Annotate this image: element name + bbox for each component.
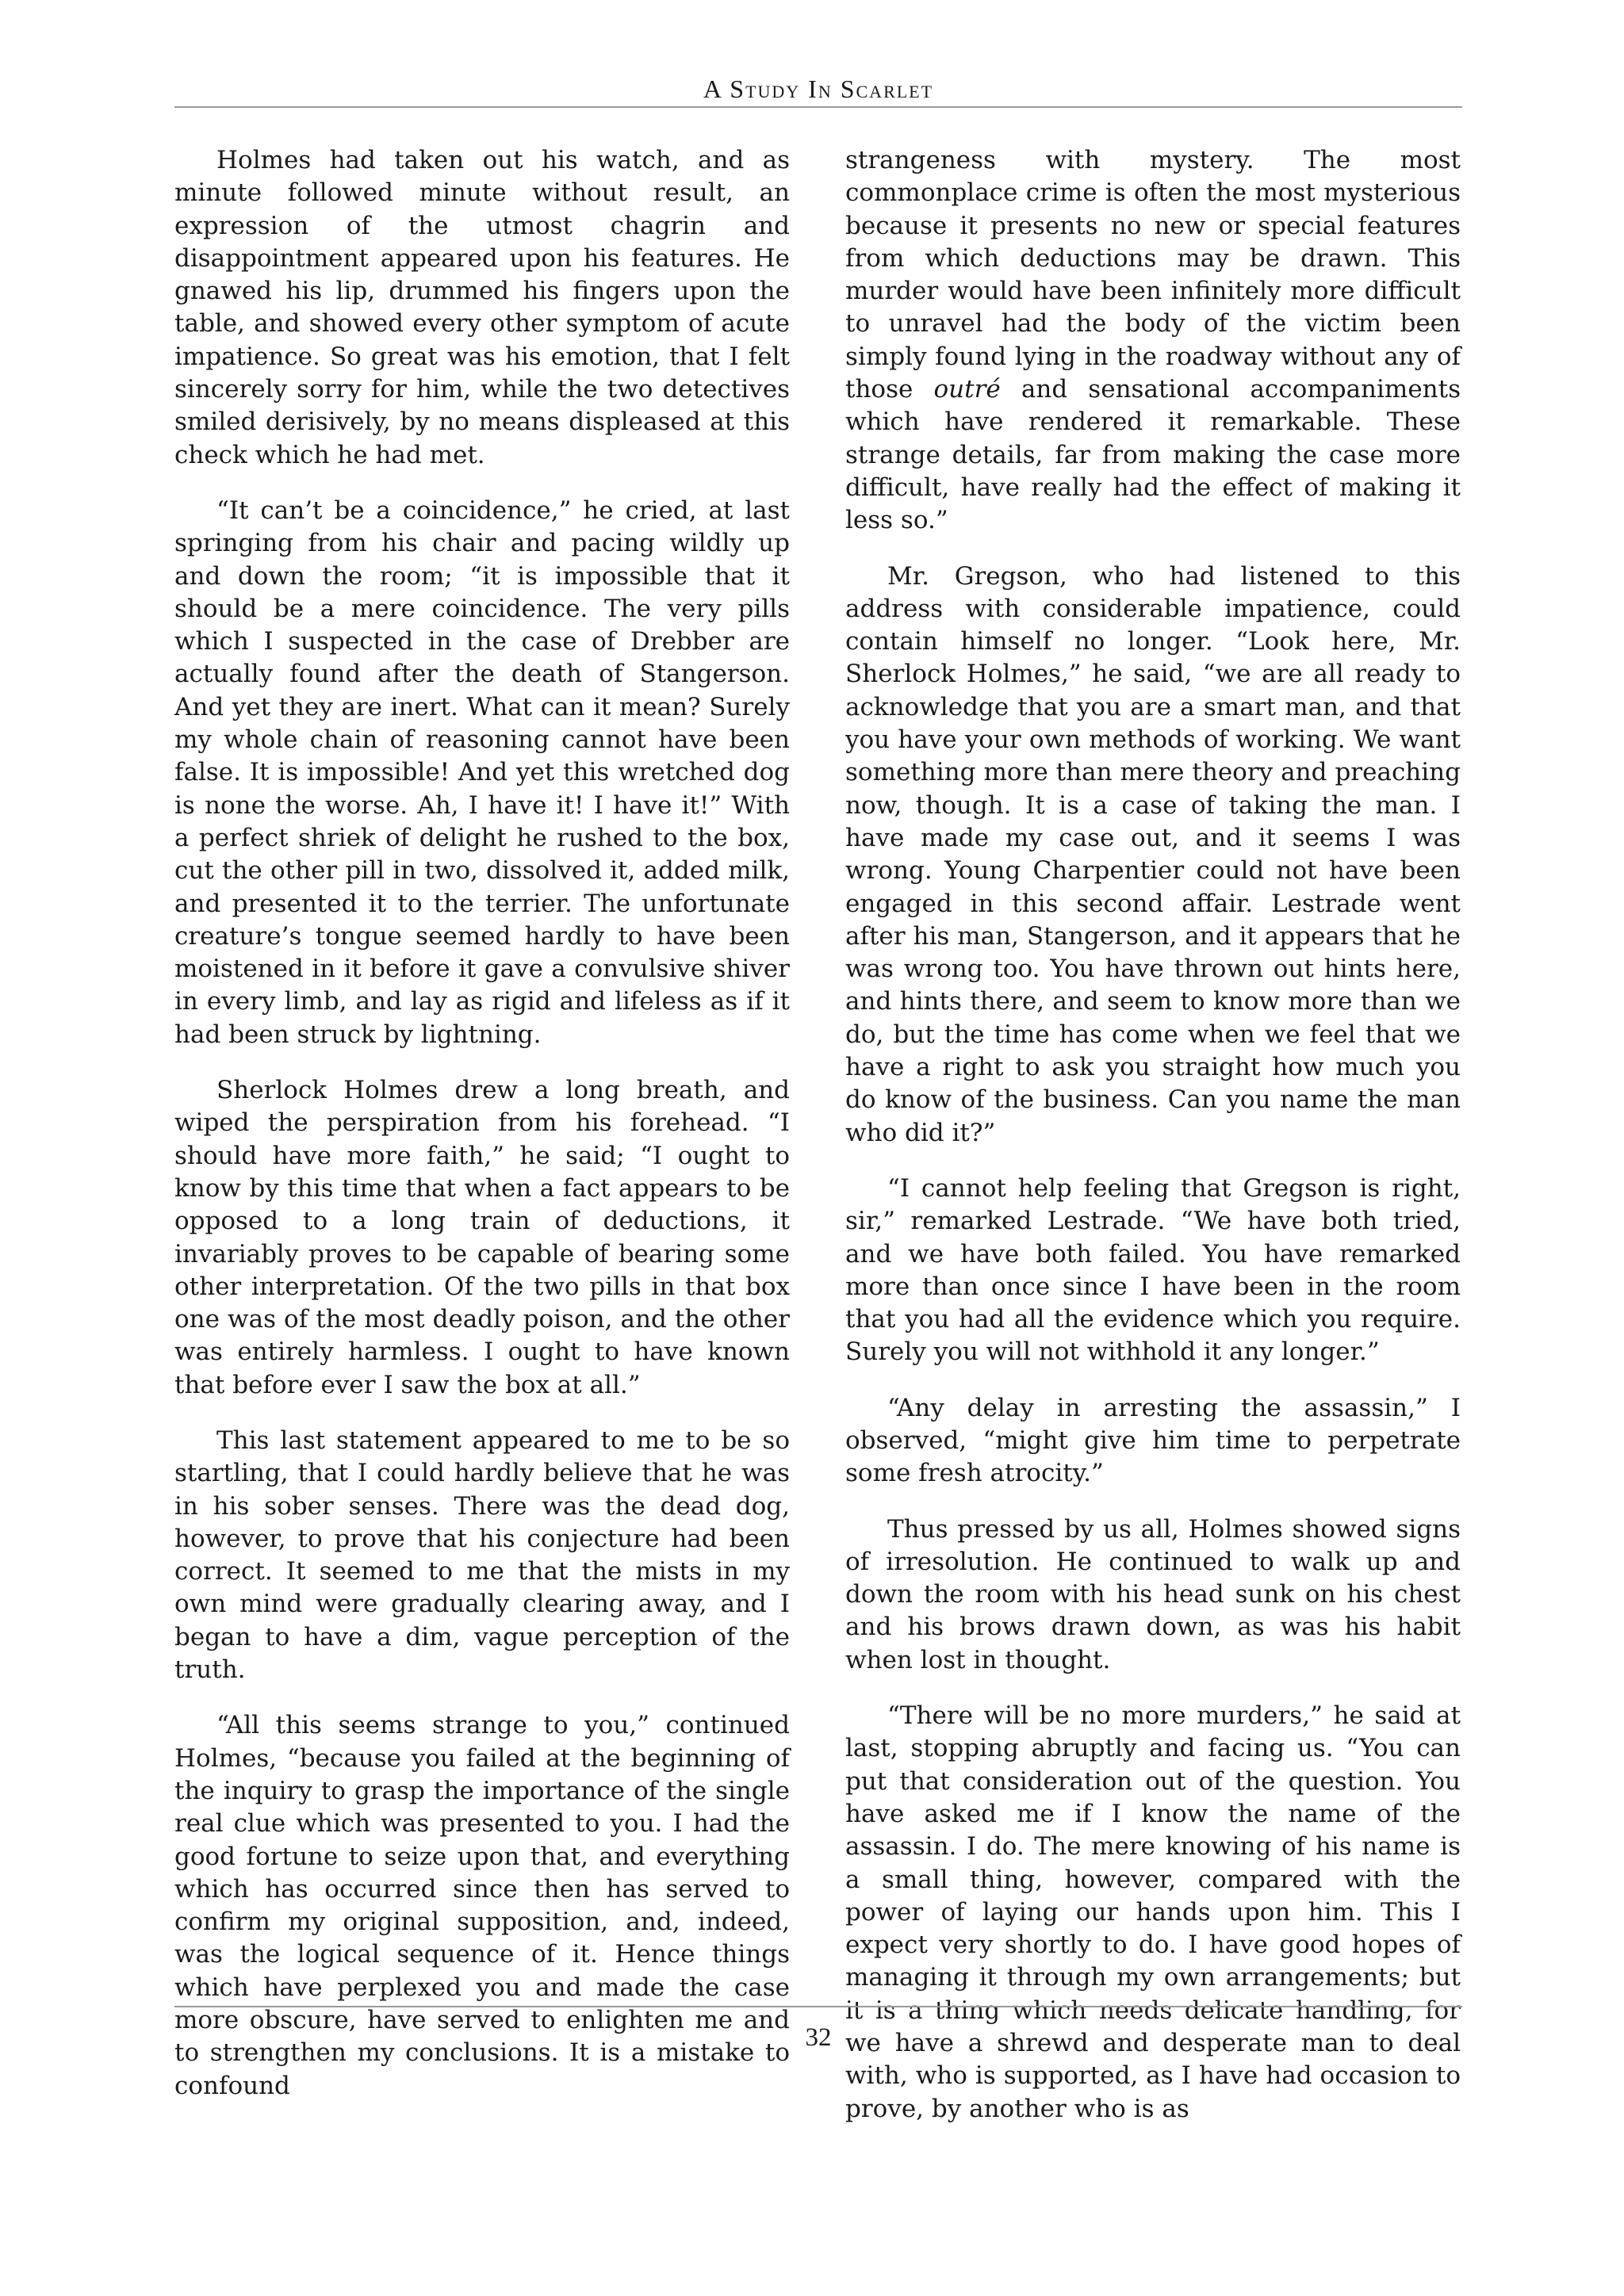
paragraph: Mr. Gregson, who had listened to this address with considerable impatience, could contain himself no longer. “Look here, Mr. Sherlock Holmes,” he said, “we are all ready to acknowledge that you are a smart man, and that you have your own methods of working. We want something more than mere theory and preaching now, though. It is a case of taking the man. I have made my case out, and it seems I was wrong. Young Charpentier could not have been engaged in this second affair. Lestrade went after his man, Stangerson, and it appears that he was wrong too. You have thrown out hints here, and hints there, and seem to know more than we do, but the time has come when we feel that we have a right to ask you straight how much you do know of the business. Can you name the man who did it?” bbox=[845, 561, 1461, 1147]
paragraph: “There will be no more murders,” he said at last, stopping abruptly and facing us. “You can put that consideration out of the question. You have asked me if I know the name of the assassin. I do. The mere knowing of his name is a small thing, however, compared with the power of laying our hands upon him. This I expect very shortly to do. I have good hopes of managing it through my own arrangements; but it is a thing which needs delicate handling, for we have a shrewd and desperate man to deal with, who is supported, as I have had occasion to prove, by another who is as bbox=[845, 1701, 1461, 2123]
running-head: A Study In Scarlet bbox=[703, 75, 934, 103]
paragraph: “Any delay in arresting the assassin,” I observed, “might give him time to perpetrate some fresh atrocity.” bbox=[845, 1393, 1461, 1488]
paragraph: “I cannot help feeling that Gregson is right, sir,” remarked Lestrade. “We have both tried, and we have both failed. You have remarked more than once since I have been in the room that you had all the evidence which you require. Surely you will not withhold it any longer.” bbox=[845, 1173, 1461, 1367]
right-column bbox=[845, 144, 1461, 2123]
paragraph: “All this seems strange to you,” continued Holmes, “because you failed at the beginning of the inquiry to grasp the importance of the single real clue which was presented to you. I had the good fortune to seize upon that, and everything which has occurred since then has served to confirm my original supposition, and, indeed, was the logical sequence of it. Hence things which have perplexed you and made the case more obscure, have served to enlighten me and to strengthen my conclusions. It is a mistake to confound bbox=[174, 1711, 790, 2100]
text-run: strangeness with mystery. The most commonplace crime is often the most mysterious because it presents no new or special features from which deductions may be drawn. This murder would have been infinitely more difficult to unravel had the body of the victim been simply found lying in the roadway without any of those bbox=[845, 146, 1461, 404]
text-run: and sensational accompaniments which have rendered it remarkable. These strange details, far from making the case more difficult, have really had the effect of making it less so.” bbox=[845, 375, 1461, 535]
left-column bbox=[174, 144, 790, 2100]
footer-rule bbox=[174, 2006, 1462, 2007]
italic-word: outré bbox=[933, 375, 1001, 404]
paragraph: “It can’t be a coincidence,” he cried, at last springing from his chair and pacing wildly up and down the room; “it is impossible that it should be a mere coincidence. The very pills which I suspected in the case of Drebber are actually found after the death of Stangerson. And yet they are inert. What can it mean? Surely my whole chain of reasoning cannot have been false. It is impossible! And yet this wretched dog is none the worse. Ah, I have it! I have it!” With a perfect shriek of delight he rushed to the box, cut the other pill in two, dissolved it, added milk, and presented it to the terrier. The unfortunate creature’s tongue seemed hardly to have been moistened in it before it gave a convulsive shiver in every limb, and lay as rigid and lifeless as if it had been struck by lightning. bbox=[174, 496, 790, 1049]
paragraph: This last statement appeared to me to be so startling, that I could hardly believe that he was in his sober senses. There was the dead dog, however, to prove that his conjecture had been correct. It seemed to me that the mists in my own mind were gradually clearing away, and I began to have a dim, vague perception of the truth. bbox=[174, 1425, 790, 1685]
paragraph: Sherlock Holmes drew a long breath, and wiped the perspiration from his forehead. “I should have more faith,” he said; “I ought to know by this time that when a fact appears to be opposed to a long train of deductions, it invariably proves to be capable of bearing some other interpretation. Of the two pills in that box one was of the most deadly poison, and the other was entirely harmless. I ought to have known that before ever I saw the box at all.” bbox=[174, 1076, 790, 1399]
page-number: 32 bbox=[805, 2023, 832, 2052]
header-rule bbox=[174, 106, 1462, 108]
paragraph-continuation bbox=[845, 144, 1461, 538]
paragraph: Thus pressed by us all, Holmes showed signs of irresolution. He continued to walk up and down the room with his head sunk on his chest and his brows drawn down, as was his habit when lost in thought. bbox=[845, 1514, 1461, 1674]
paragraph: Holmes had taken out his watch, and as minute followed minute without result, an expression of the utmost chagrin and disappointment appeared upon his features. He gnawed his lip, drummed his fingers upon the table, and showed every other symptom of acute impatience. So great was his emotion, that I felt sincerely sorry for him, while the two detectives smiled derisively, by no means displeased at this check which he had met. bbox=[174, 146, 790, 469]
